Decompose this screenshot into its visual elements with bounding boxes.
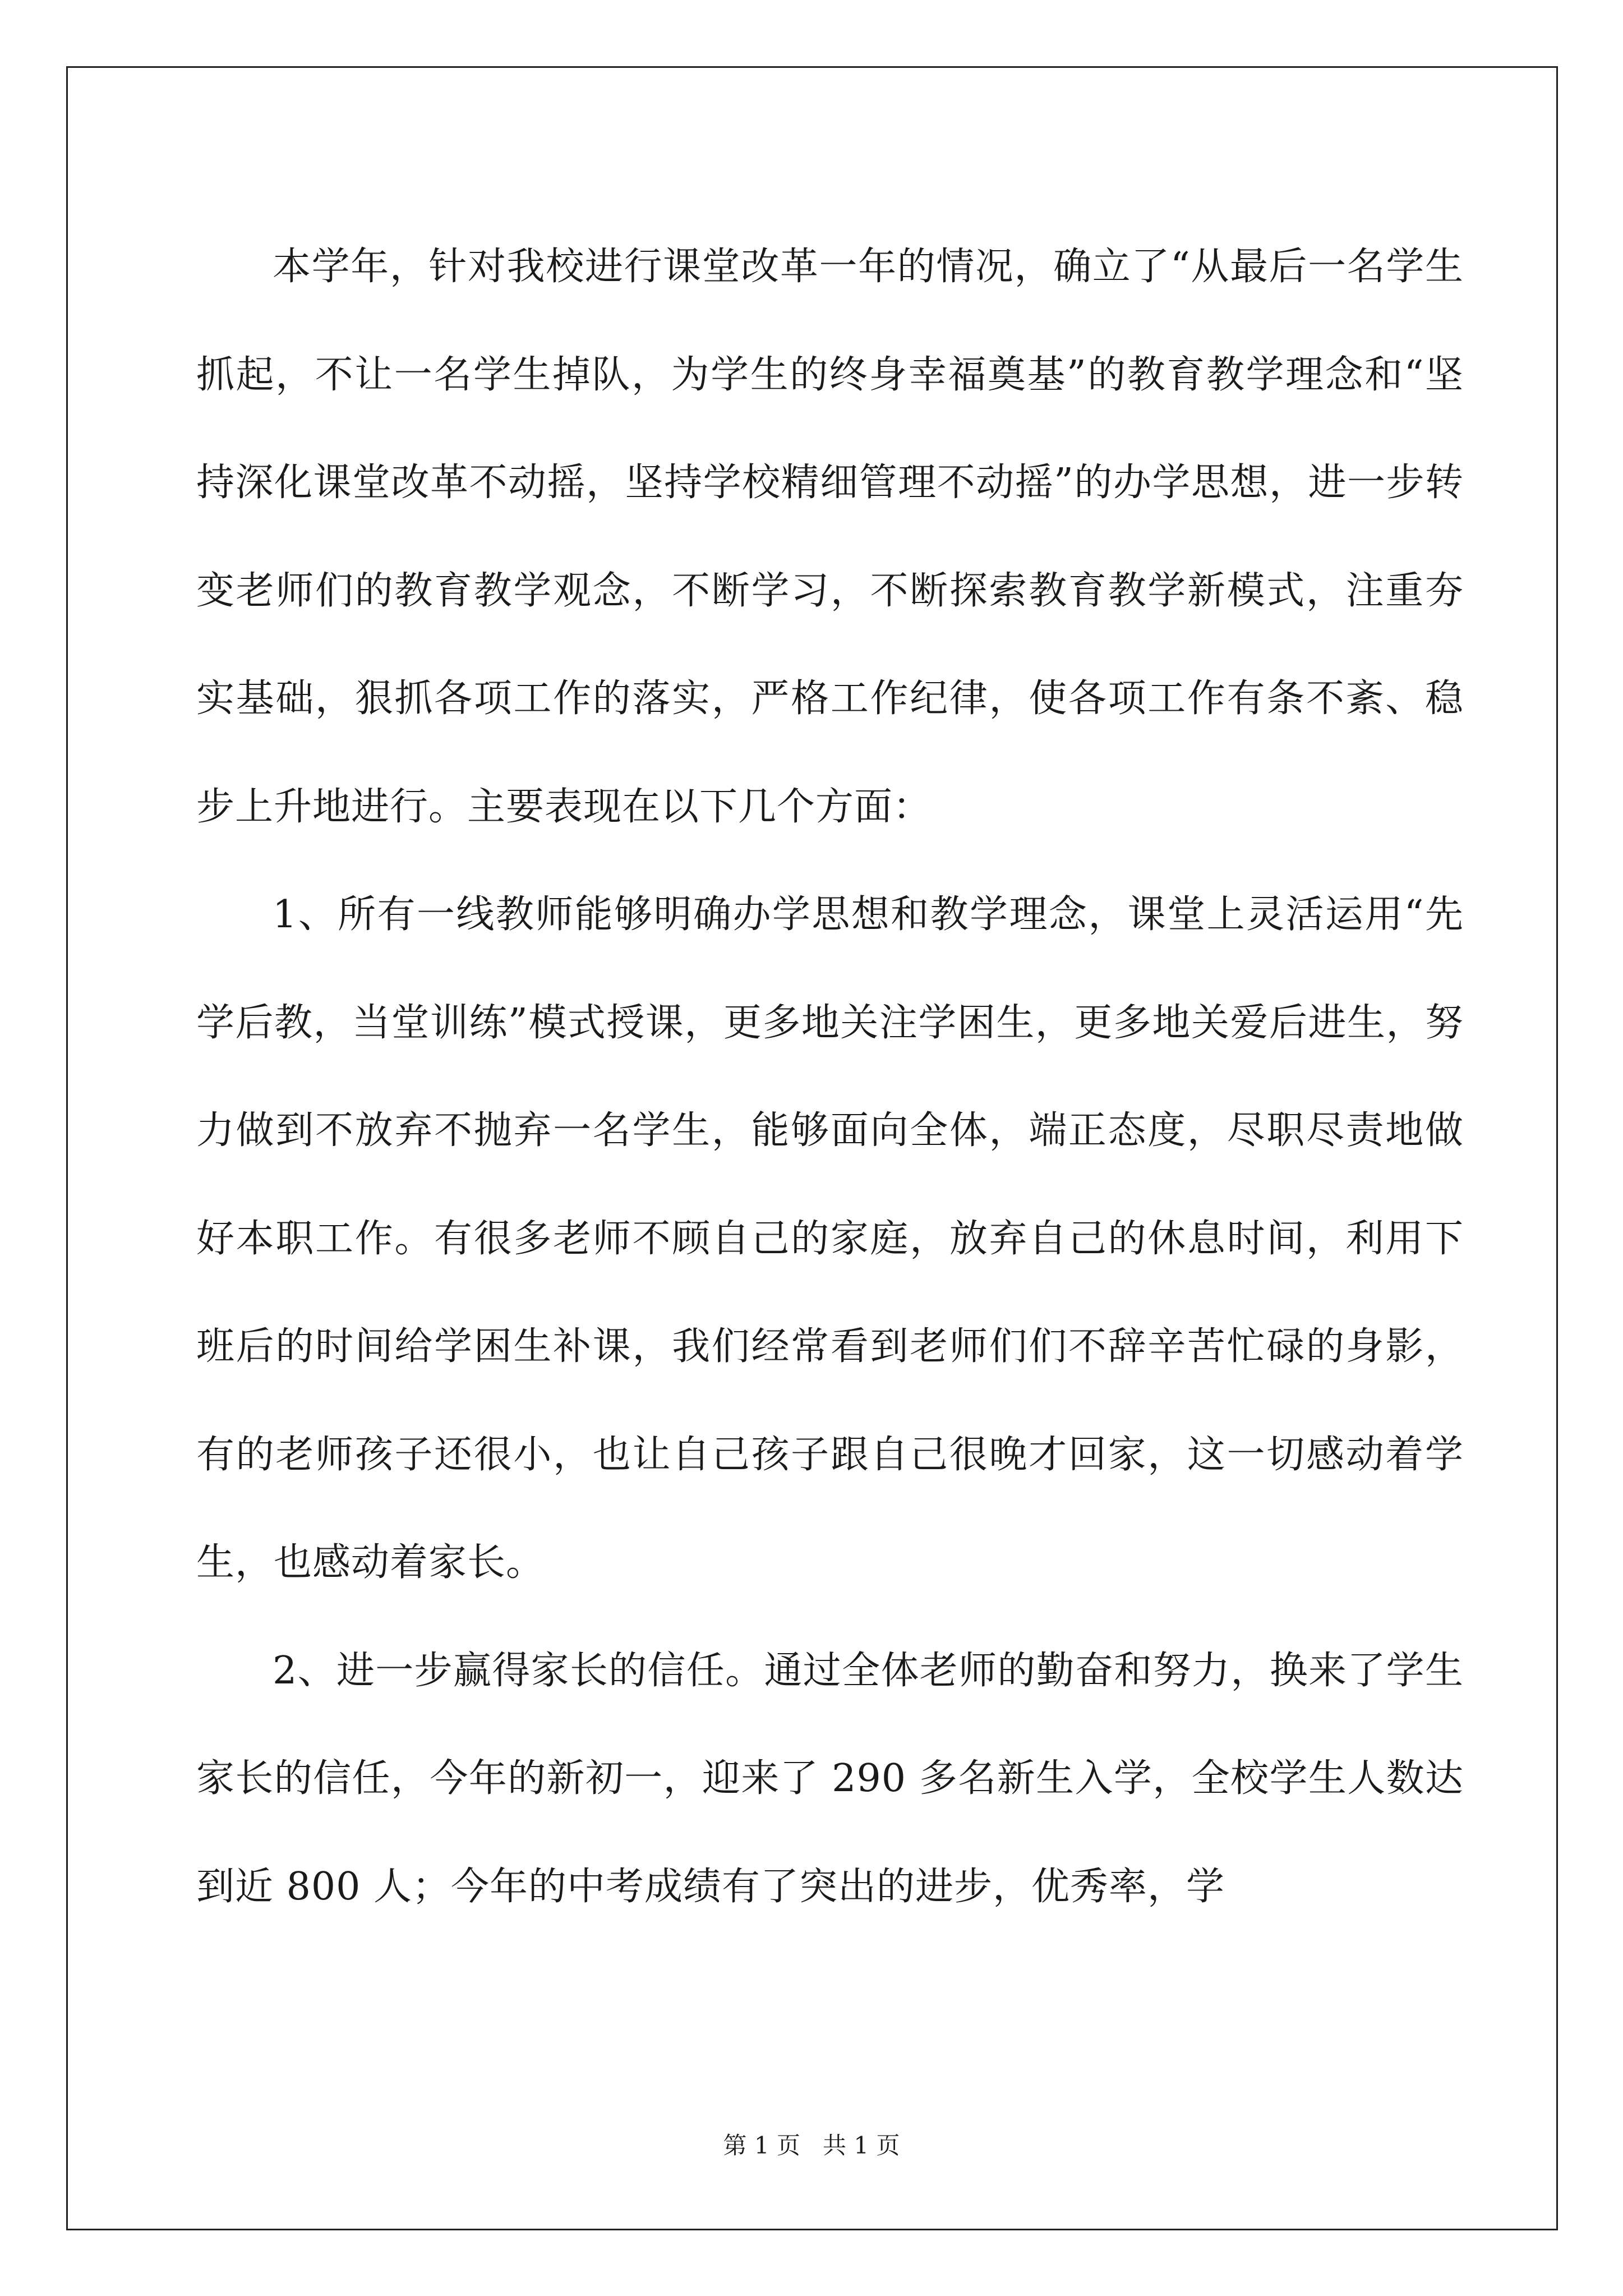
paragraph: 本学年，针对我校进行课堂改革一年的情况，确立了“从最后一名学生抓起，不让一名学生掉队，为学生的终身幸福奠基”的教育教学理念和“坚持深化课堂改革不动摇，坚持学校精细管理不动摇”的办学思想，进一步转变老师们的教育教学观念，不断学习，不断探索教育教学新模式，注重夯实基础，狠抓各项工作的落实，严格工作纪律，使各项工作有条不紊、稳步上升地进行。主要表现在以下几个方面： (196, 245, 1464, 829)
page-number-footer: 第 1 页 共 1 页 (723, 2132, 900, 2159)
paragraph: 1、所有一线教师能够明确办学思想和教学理念，课堂上灵活运用“先学后教，当堂训练”模式授课，更多地关注学困生，更多地关爱后进生，努力做到不放弃不抛弃一名学生，能够面向全体，端正态度，尽职尽责地做好本职工作。有很多老师不顾自己的家庭，放弃自己的休息时间，利用下班后的时间给学困生补课，我们经常看到老师们们不辞辛苦忙碌的身影，有的老师孩子还很小，也让自己孩子跟自己很晚才回家，这一切感动着学生，也感动着家长。 (196, 892, 1464, 1585)
paragraph: 2、进一步赢得家长的信任。通过全体老师的勤奋和努力，换来了学生家长的信任，今年的新初一，迎来了 290 多名新生入学，全校学生人数达到近 800 人；今年的中考成绩有了突出的进步，优秀率，学 (196, 1648, 1464, 1909)
document-body (196, 213, 1464, 1941)
